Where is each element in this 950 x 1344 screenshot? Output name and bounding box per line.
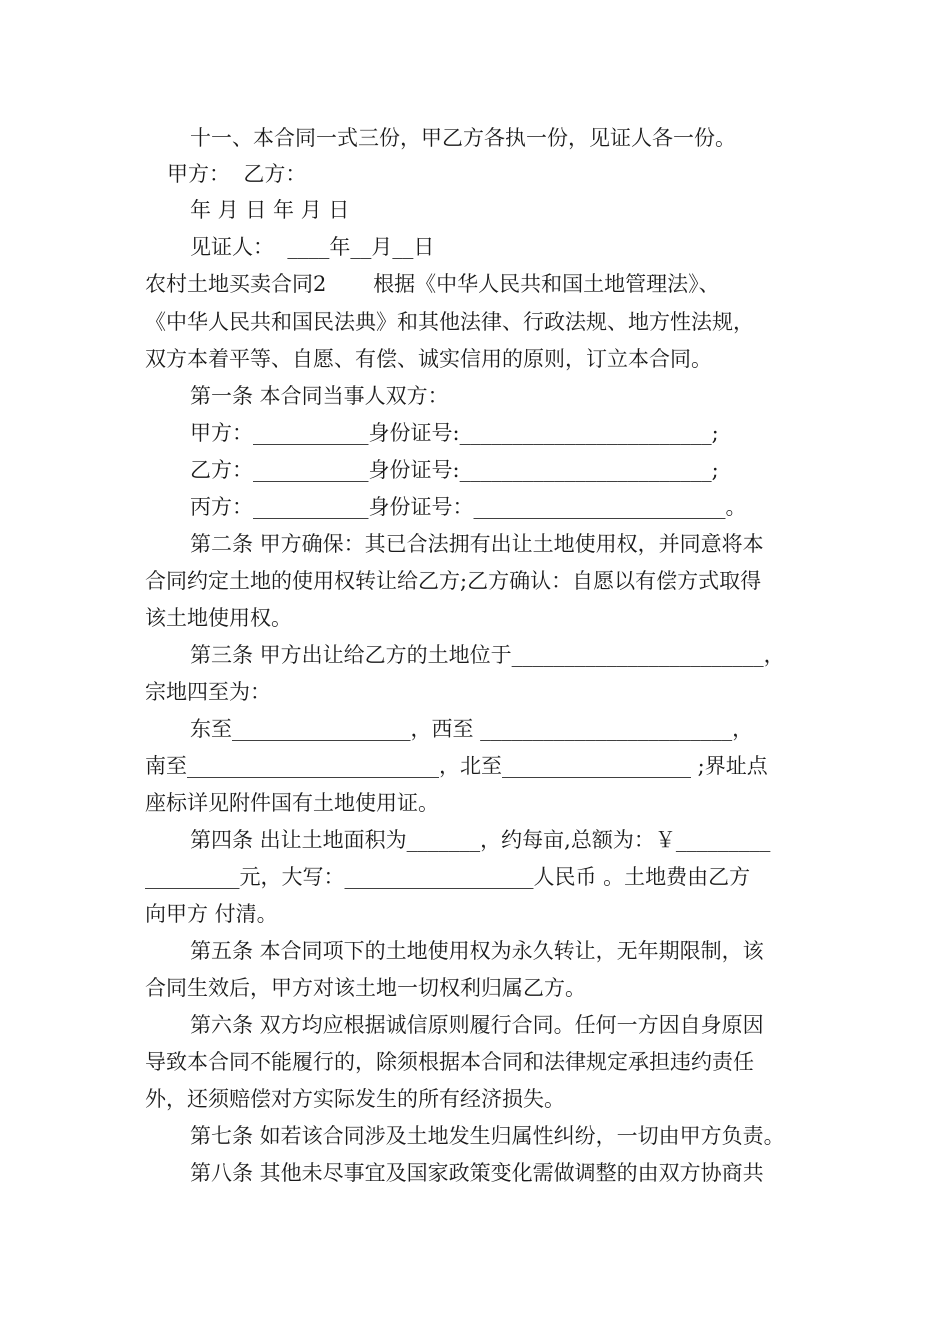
text-line: 向甲方 付清。 <box>145 902 278 926</box>
text-line: 甲方：___________身份证号:________________________; <box>190 421 719 445</box>
text-line: 农村土地买卖合同2 根据《中华人民共和国土地管理法》、 <box>145 272 720 296</box>
text-line: _________元，大写：__________________人民币 。土地费由乙方 <box>145 865 751 889</box>
text-line: 该土地使用权。 <box>145 606 292 630</box>
text-line: 东至_________________，西至 ________________________， <box>190 717 754 741</box>
text-line: 第二条 甲方确保：其已合法拥有出让土地使用权，并同意将本 <box>190 532 764 556</box>
text-line: 宗地四至为： <box>145 680 271 704</box>
text-line: 第八条 其他未尽事宜及国家政策变化需做调整的由双方协商共 <box>190 1161 764 1185</box>
text-line: 第四条 出让土地面积为_______，约每亩,总额为：￥_________ <box>190 828 771 852</box>
text-line: 外，还须赔偿对方实际发生的所有经济损失。 <box>145 1087 565 1111</box>
text-line: 第七条 如若该合同涉及土地发生归属性纠纷，一切由甲方负责。 <box>190 1124 785 1148</box>
text-line: 甲方： 乙方： <box>167 162 307 186</box>
text-line: 见证人： ____年__月__日 <box>190 235 435 259</box>
text-line: 南至________________________，北至__________________ ;界址点 <box>145 754 768 778</box>
text-line: 导致本合同不能履行的，除须根据本合同和法律规定承担违约责任 <box>145 1050 754 1074</box>
text-line: 十一、本合同一式三份，甲乙方各执一份，见证人各一份。 <box>190 126 736 150</box>
text-line: 丙方：___________身份证号：________________________。 <box>190 495 747 519</box>
text-line: 第六条 双方均应根据诚信原则履行合同。任何一方因自身原因 <box>190 1013 764 1037</box>
text-line: 年 月 日 年 月 日 <box>190 198 350 222</box>
text-line: 乙方：___________身份证号:________________________; <box>190 458 719 482</box>
text-line: 合同生效后，甲方对该土地一切权利归属乙方。 <box>145 976 586 1000</box>
text-line: 合同约定土地的使用权转让给乙方;乙方确认：自愿以有偿方式取得 <box>145 569 762 593</box>
text-line: 第三条 甲方出让给乙方的土地位于________________________， <box>190 643 785 667</box>
text-line: 第五条 本合同项下的土地使用权为永久转让，无年期限制，该 <box>190 939 764 963</box>
text-line: 双方本着平等、自愿、有偿、诚实信用的原则，订立本合同。 <box>145 347 712 371</box>
text-line: 第一条 本合同当事人双方： <box>190 384 449 408</box>
text-line: 《中华人民共和国民法典》和其他法律、行政法规、地方性法规， <box>145 310 754 334</box>
text-line: 座标详见附件国有土地使用证。 <box>145 791 439 815</box>
